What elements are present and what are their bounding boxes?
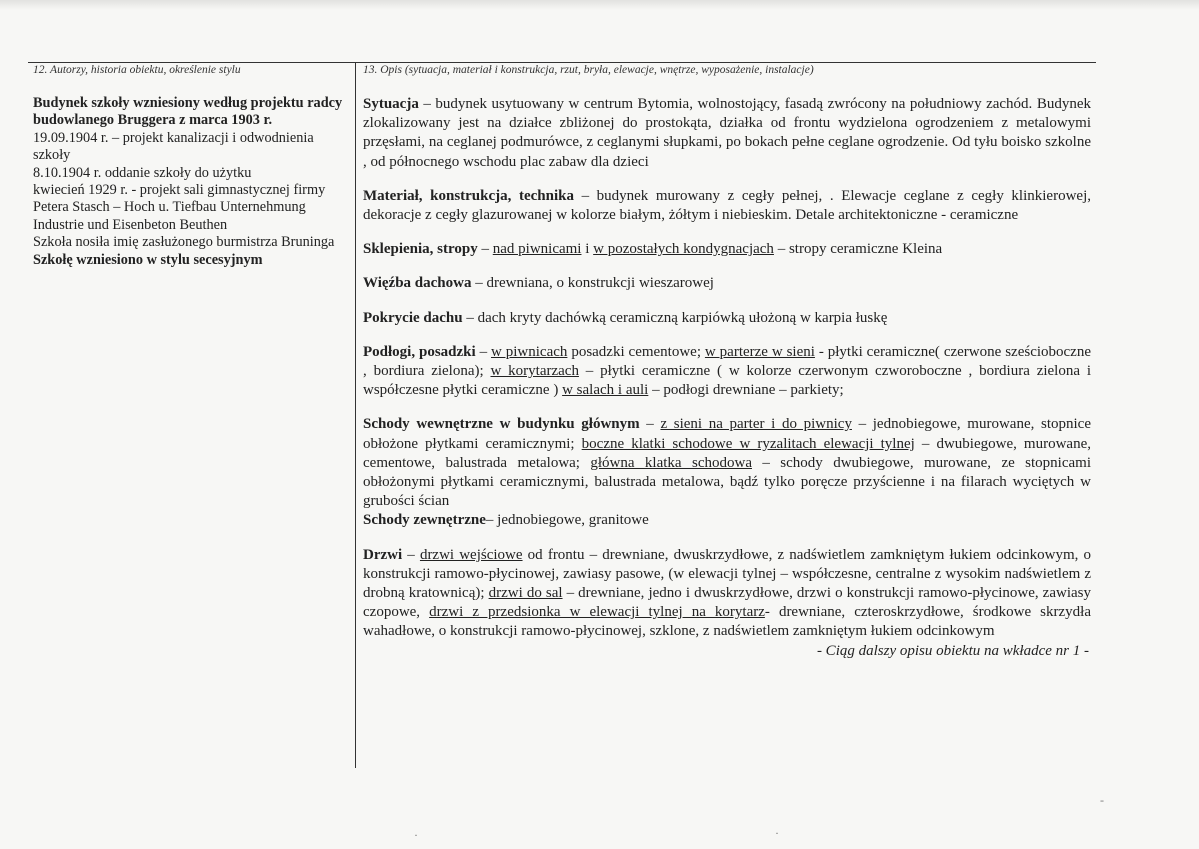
section-schody-wewnetrzne: Schody wewnętrzne w budynku głównym – z sieni na parter i do piwnicy – jednobiegowe, murowane, stopnice obłożone płytkami ceramicznymi; boczne klatki schodowe w ryzalitach elewacji tylnej – dwubiegowe, murowane, cementowe, balustrada metalowa; główna klatka schodowa – schody dwubiegowe, murowane, ze stopnicami obłożonymi płytkami ceramicznymi, balustrada metalowa, bądź tylko poręcze przyścienne i na filarach wyciętych w grubości ścian bbox=[363, 416, 1091, 510]
section-label: Schody wewnętrzne w budynku głównym bbox=[363, 416, 640, 433]
section-pokrycie: Pokrycie dachu – dach kryty dachówką ceramiczną karpiówką ułożoną w karpia łuskę bbox=[363, 309, 888, 326]
section-label: Drzwi bbox=[363, 546, 403, 563]
section-material: Materiał, konstrukcja, technika – budynek murowany z cegły pełnej, . Elewacje ceglane z cegły klinkierowej, dekoracje z cegły glazurowanej w kolorze białym, żółtym i niebieskim. Detale architektoniczne - ceramiczne bbox=[363, 187, 1091, 224]
section-sytuacja: Sytuacja – budynek usytuowany w centrum Bytomia, wolnostojący, fasadą zwrócony na południowy zachód. Budynek zlokalizowany jest na działce zbliżonej do prostokąta, działka od frontu wydzielona ogrodzeniem z metalowymi przęsłami, na ceglanej podmurówce, z ceglanymi słupkami, po bokach pełne ceglane ogrodzenie. Od tyłu boisko szkolne , od północnego wschodu plac zabaw dla dzieci bbox=[363, 96, 1091, 170]
history-entry: 19.09.1904 r. – projekt kanalizacji i odwodnienia szkoły bbox=[33, 129, 314, 164]
history-intro: Budynek szkoły wzniesiony według projektu radcy budowlanego Bruggera z marca 1903 r. bbox=[33, 95, 343, 129]
section-label: Materiał, konstrukcja, technika bbox=[363, 187, 574, 204]
section-sklepienia: Sklepienia, stropy – nad piwnicami i w pozostałych kondygnacjach – stropy ceramiczne Kleina bbox=[363, 241, 943, 258]
section-drzwi: Drzwi – drzwi wejściowe od frontu – drewniane, dwuskrzydłowe, z nadświetlem zamkniętym łukiem odcinkowym, o konstrukcji ramowo-płycinowej, zawiasy pasowe, (w elewacji tylnej – współczesne, centralne z wysokim nadświetlem z drobną kratownicą); drzwi do sal – drewniane, jedno i dwuskrzydłowe, drzwi o konstrukcji ramowo-płycinowe, zawiasy czopowe, drzwi z przedsionka w elewacji tylnej na korytarz- drewniane, czteroskrzydłowe, środkowe skrzydła wahadłowe, o konstrukcji ramowo-płycinowej, szklone, z nadświetlem zamkniętym łukiem odcinkowym bbox=[363, 546, 1092, 640]
section-label: Więźba dachowa bbox=[363, 275, 472, 292]
section-wiezba: Więźba dachowa – drewniana, o konstrukcji wieszarowej bbox=[363, 275, 714, 292]
history-entry: kwiecień 1929 r. - projekt sali gimnastycznej firmy Petera Stasch – Hoch u. Tiefbau Unternehmung Industrie und Eisenbeton Beuthen bbox=[33, 182, 326, 233]
right-column-header: 13. Opis (sytuacja, materiał i konstrukcja, rzut, bryła, elewacje, wnętrze, wyposażenie, instalacje) bbox=[363, 64, 814, 76]
section-schody-zewnetrzne: Schody zewnętrzne– jednobiegowe, granitowe bbox=[363, 512, 649, 529]
header-rule bbox=[28, 62, 1096, 63]
continuation-note: - Ciąg dalszy opisu obiektu na wkładce nr 1 - bbox=[816, 642, 1089, 659]
left-column-header: 12. Autorzy, historia obiektu, określenie stylu bbox=[33, 64, 241, 76]
history-entry: 8.10.1904 r. oddanie szkoły do użytku bbox=[33, 164, 252, 181]
scan-speck: - bbox=[1100, 793, 1104, 807]
history-entry: Szkoła nosiła imię zasłużonego burmistrza Bruninga bbox=[33, 234, 335, 251]
section-label: Sklepienia, stropy bbox=[363, 241, 478, 258]
scan-speck: · bbox=[414, 828, 418, 842]
scan-speck: · bbox=[775, 826, 779, 840]
scan-edge bbox=[0, 0, 1199, 10]
section-label: Sytuacja bbox=[363, 96, 419, 112]
section-podlogi: Podłogi, posadzki – w piwnicach posadzki cementowe; w parterze w sieni - płytki ceramiczne( czerwone sześcioboczne , bordiura zielona); w korytarzach – płytki ceramiczne ( w kolorze czerwonym czworoboczne , bordiura zielona i współczesne płytki ceramiczne ) w salach i auli – podłogi drewniane – parkiety; bbox=[363, 343, 1091, 399]
history-column bbox=[33, 95, 343, 269]
column-divider bbox=[355, 62, 356, 768]
section-label: Podłogi, posadzki bbox=[363, 343, 476, 360]
style-statement: Szkołę wzniesiono w stylu secesyjnym bbox=[33, 251, 263, 268]
description-column bbox=[363, 95, 1091, 661]
section-label: Pokrycie dachu bbox=[363, 309, 463, 326]
section-label: Schody zewnętrzne bbox=[363, 512, 486, 529]
